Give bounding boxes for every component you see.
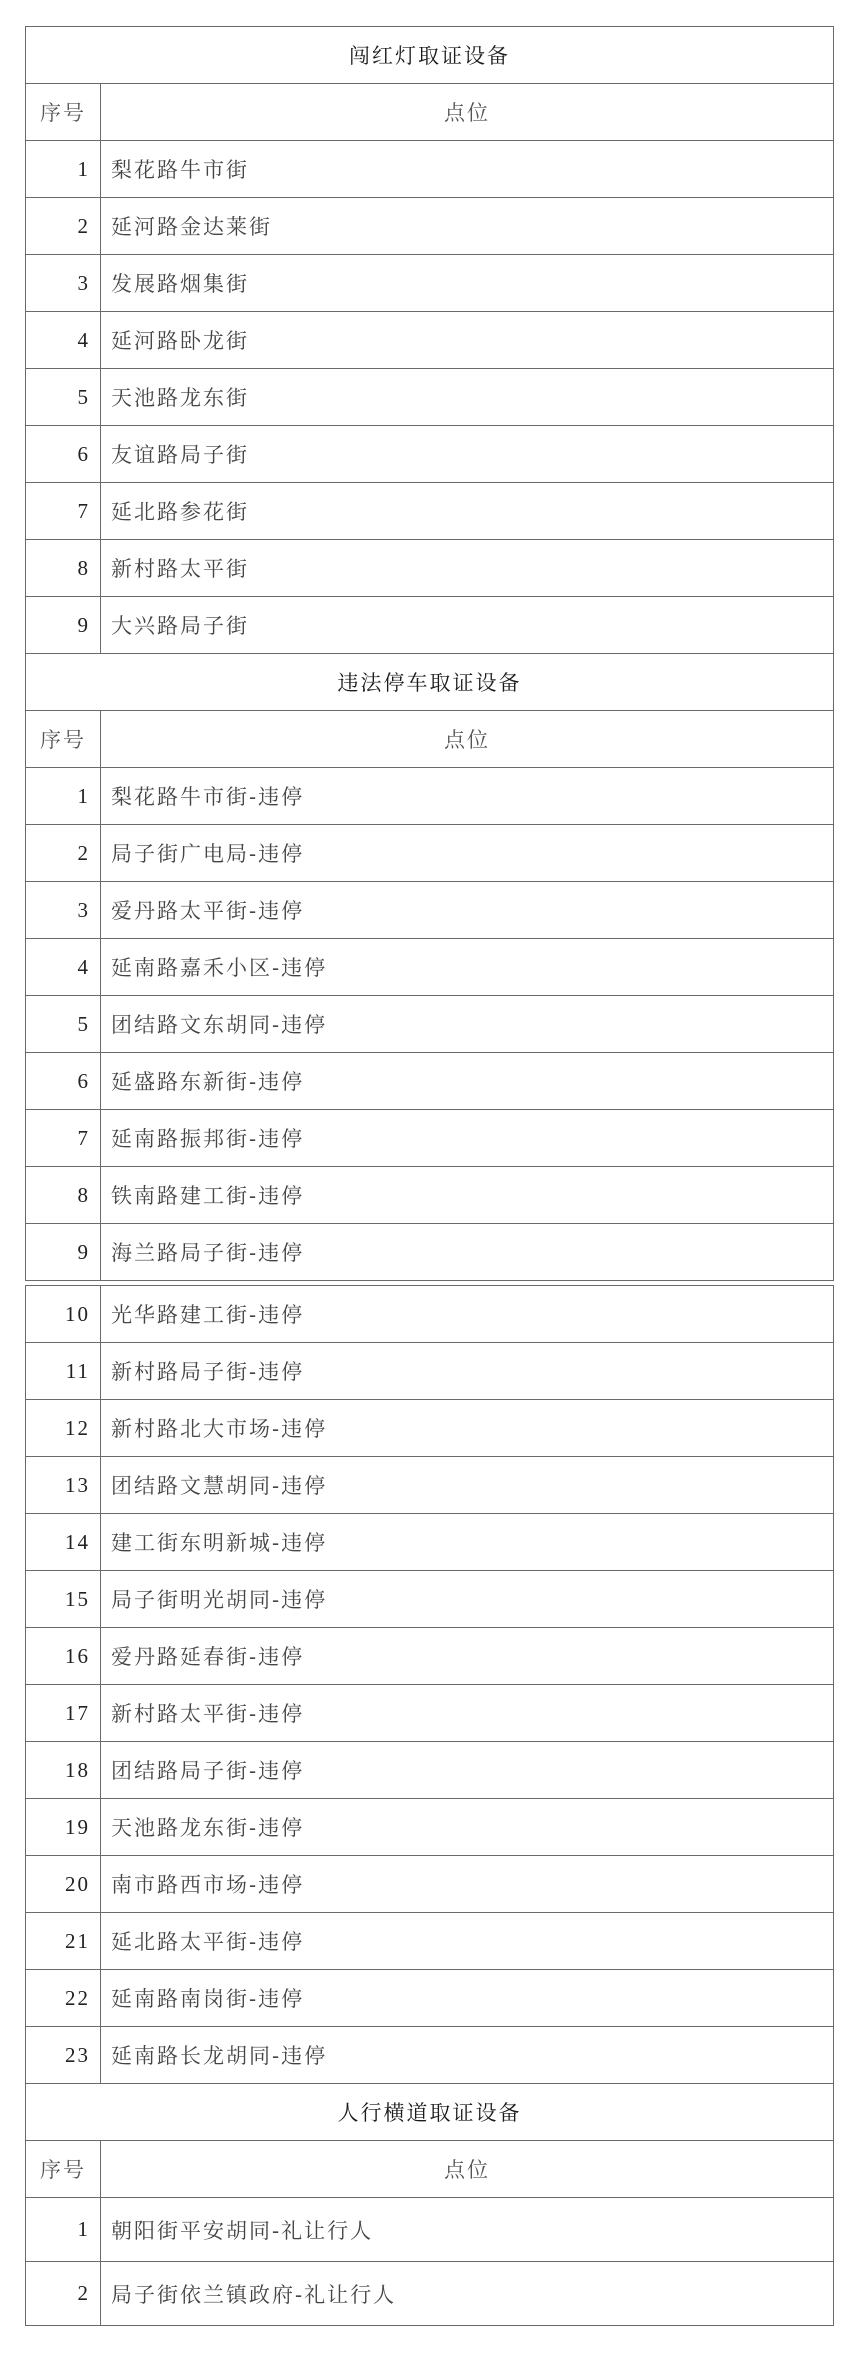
table-row xyxy=(26,1400,834,1457)
row-location: 延南路长龙胡同-违停 xyxy=(101,2027,834,2084)
row-location: 延河路金达莱街 xyxy=(101,198,834,255)
row-location: 友谊路局子街 xyxy=(101,426,834,483)
row-location: 海兰路局子街-违停 xyxy=(101,1224,834,1281)
row-number: 16 xyxy=(26,1628,101,1685)
row-location: 光华路建工街-违停 xyxy=(101,1286,834,1343)
column-header-number: 序号 xyxy=(26,84,101,141)
table-row xyxy=(26,1110,834,1167)
row-number: 12 xyxy=(26,1400,101,1457)
row-number: 17 xyxy=(26,1685,101,1742)
table-row xyxy=(26,369,834,426)
row-location: 朝阳街平安胡同-礼让行人 xyxy=(101,2198,834,2262)
row-location: 新村路太平街 xyxy=(101,540,834,597)
row-location: 延盛路东新街-违停 xyxy=(101,1053,834,1110)
row-number: 1 xyxy=(26,768,101,825)
table-header-row xyxy=(26,2141,834,2198)
row-number: 22 xyxy=(26,1970,101,2027)
table-row xyxy=(26,312,834,369)
table-row xyxy=(26,1286,834,1343)
table-row xyxy=(26,597,834,654)
table-row xyxy=(26,1571,834,1628)
table-row xyxy=(26,483,834,540)
row-location: 天池路龙东街-违停 xyxy=(101,1799,834,1856)
row-number: 3 xyxy=(26,882,101,939)
row-number: 7 xyxy=(26,1110,101,1167)
table-row xyxy=(26,1514,834,1571)
column-header-number: 序号 xyxy=(26,2141,101,2198)
row-number: 8 xyxy=(26,540,101,597)
row-location: 大兴路局子街 xyxy=(101,597,834,654)
row-location: 南市路西市场-违停 xyxy=(101,1856,834,1913)
row-number: 18 xyxy=(26,1742,101,1799)
table-row xyxy=(26,198,834,255)
table-row xyxy=(26,1742,834,1799)
row-location: 局子街依兰镇政府-礼让行人 xyxy=(101,2262,834,2326)
row-number: 15 xyxy=(26,1571,101,1628)
row-number: 23 xyxy=(26,2027,101,2084)
row-number: 7 xyxy=(26,483,101,540)
row-location: 团结路文东胡同-违停 xyxy=(101,996,834,1053)
row-location: 爱丹路太平街-违停 xyxy=(101,882,834,939)
row-number: 13 xyxy=(26,1457,101,1514)
row-location: 团结路局子街-违停 xyxy=(101,1742,834,1799)
row-location: 梨花路牛市街-违停 xyxy=(101,768,834,825)
column-header-location: 点位 xyxy=(101,84,834,141)
table-row xyxy=(26,2262,834,2326)
table-row xyxy=(26,540,834,597)
row-number: 9 xyxy=(26,597,101,654)
table-row xyxy=(26,1053,834,1110)
device-table-part-2 xyxy=(25,1285,834,2198)
table-row xyxy=(26,1457,834,1514)
row-location: 爱丹路延春街-违停 xyxy=(101,1628,834,1685)
row-number: 19 xyxy=(26,1799,101,1856)
column-header-number: 序号 xyxy=(26,711,101,768)
table-row xyxy=(26,141,834,198)
table-row xyxy=(26,1343,834,1400)
row-location: 延南路振邦街-违停 xyxy=(101,1110,834,1167)
row-location: 团结路文慧胡同-违停 xyxy=(101,1457,834,1514)
table-header-row xyxy=(26,84,834,141)
row-location: 延南路南岗街-违停 xyxy=(101,1970,834,2027)
section-title-row xyxy=(26,27,834,84)
row-location: 新村路局子街-违停 xyxy=(101,1343,834,1400)
row-location: 建工街东明新城-违停 xyxy=(101,1514,834,1571)
table-row xyxy=(26,939,834,996)
section-title-row xyxy=(26,654,834,711)
row-location: 延北路参花街 xyxy=(101,483,834,540)
device-location-document xyxy=(25,26,833,2326)
row-number: 2 xyxy=(26,2262,101,2326)
row-location: 发展路烟集街 xyxy=(101,255,834,312)
row-number: 5 xyxy=(26,996,101,1053)
table-row xyxy=(26,1685,834,1742)
section-title-red-light: 闯红灯取证设备 xyxy=(26,27,834,84)
row-number: 6 xyxy=(26,1053,101,1110)
row-number: 14 xyxy=(26,1514,101,1571)
row-location: 梨花路牛市街 xyxy=(101,141,834,198)
table-row xyxy=(26,768,834,825)
table-row xyxy=(26,996,834,1053)
table-row xyxy=(26,426,834,483)
row-number: 4 xyxy=(26,939,101,996)
device-table-part-3 xyxy=(25,2197,834,2326)
section-title-illegal-parking: 违法停车取证设备 xyxy=(26,654,834,711)
row-location: 延南路嘉禾小区-违停 xyxy=(101,939,834,996)
table-row xyxy=(26,1799,834,1856)
row-number: 2 xyxy=(26,825,101,882)
row-number: 8 xyxy=(26,1167,101,1224)
table-row xyxy=(26,1224,834,1281)
table-row xyxy=(26,1167,834,1224)
device-table-part-1 xyxy=(25,26,834,1281)
row-location: 延北路太平街-违停 xyxy=(101,1913,834,1970)
row-location: 铁南路建工街-违停 xyxy=(101,1167,834,1224)
section-title-row xyxy=(26,2084,834,2141)
table-row xyxy=(26,1628,834,1685)
row-number: 9 xyxy=(26,1224,101,1281)
row-number: 6 xyxy=(26,426,101,483)
column-header-location: 点位 xyxy=(101,2141,834,2198)
row-location: 延河路卧龙街 xyxy=(101,312,834,369)
table-row xyxy=(26,825,834,882)
table-header-row xyxy=(26,711,834,768)
row-number: 1 xyxy=(26,2198,101,2262)
row-location: 新村路北大市场-违停 xyxy=(101,1400,834,1457)
row-number: 10 xyxy=(26,1286,101,1343)
row-number: 1 xyxy=(26,141,101,198)
row-location: 局子街明光胡同-违停 xyxy=(101,1571,834,1628)
table-row xyxy=(26,882,834,939)
table-row xyxy=(26,1913,834,1970)
row-number: 2 xyxy=(26,198,101,255)
row-number: 11 xyxy=(26,1343,101,1400)
column-header-location: 点位 xyxy=(101,711,834,768)
row-location: 新村路太平街-违停 xyxy=(101,1685,834,1742)
row-number: 3 xyxy=(26,255,101,312)
table-row xyxy=(26,255,834,312)
table-row xyxy=(26,1856,834,1913)
section-title-crosswalk: 人行横道取证设备 xyxy=(26,2084,834,2141)
table-row xyxy=(26,1970,834,2027)
row-location: 天池路龙东街 xyxy=(101,369,834,426)
row-location: 局子街广电局-违停 xyxy=(101,825,834,882)
row-number: 5 xyxy=(26,369,101,426)
table-row xyxy=(26,2027,834,2084)
row-number: 21 xyxy=(26,1913,101,1970)
row-number: 20 xyxy=(26,1856,101,1913)
row-number: 4 xyxy=(26,312,101,369)
table-row xyxy=(26,2198,834,2262)
